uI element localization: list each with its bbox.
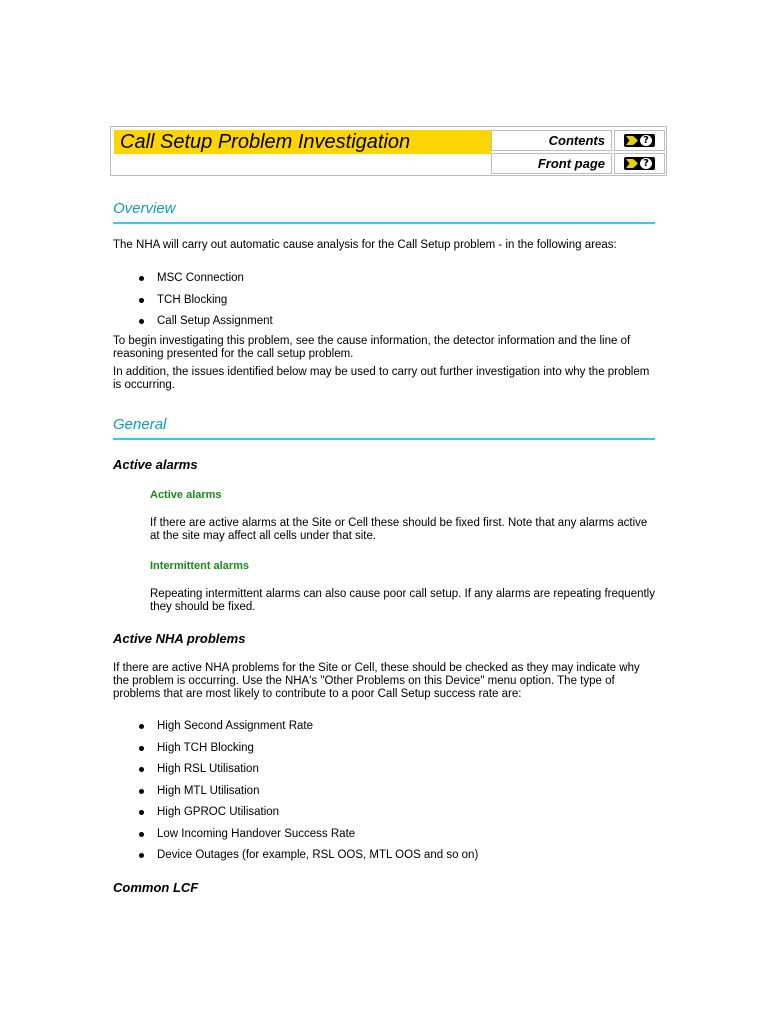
contents-nav-cell[interactable] xyxy=(614,130,665,151)
intermittent-alarms-text: Repeating intermittent alarms can also cause poor call setup. If any alarms are repeating frequently they should be fixed. xyxy=(150,588,655,613)
page-title: Call Setup Problem Investigation xyxy=(114,130,491,154)
front-page-nav-icon[interactable] xyxy=(624,157,655,170)
list-item: High MTL Utilisation xyxy=(137,785,478,807)
common-lcf-heading: Common LCF xyxy=(113,880,199,895)
overview-intro: The NHA will carry out automatic cause analysis for the Call Setup problem - in the following areas: xyxy=(113,239,617,251)
arrow-icon xyxy=(626,136,638,145)
general-heading: General xyxy=(113,416,655,440)
header-table xyxy=(110,126,667,176)
overview-heading: Overview xyxy=(113,200,655,224)
list-item: High TCH Blocking xyxy=(137,742,478,764)
nha-problems-text: If there are active NHA problems for the Site or Cell, these should be checked as they may indicate why the problem is occurring. Use the NHA's "Other Problems on this Device" menu option. The type of problems that are most likely to contribute to a poor Call Setup success rate are: xyxy=(113,662,640,700)
list-item: High GPROC Utilisation xyxy=(137,806,478,828)
list-item: High RSL Utilisation xyxy=(137,763,478,785)
list-item: TCH Blocking xyxy=(137,294,273,316)
list-item: Device Outages (for example, RSL OOS, MTL OOS and so on) xyxy=(137,849,478,871)
active-alarms-subheading: Active alarms xyxy=(150,489,222,501)
overview-begin-text: To begin investigating this problem, see the cause information, the detector information and the line of reasoning presented for the call setup problem. xyxy=(113,335,631,360)
intermittent-alarms-subheading: Intermittent alarms xyxy=(150,560,250,572)
list-item: High Second Assignment Rate xyxy=(137,720,478,742)
contents-nav-icon[interactable] xyxy=(624,134,655,147)
list-item: Call Setup Assignment xyxy=(137,315,273,337)
active-alarms-text: If there are active alarms at the Site or Cell these should be fixed first. Note that any alarms active at the site may affect all cells under that site. xyxy=(150,517,648,542)
active-alarms-heading: Active alarms xyxy=(113,457,198,472)
front-page-nav-cell[interactable] xyxy=(614,153,665,174)
arrow-icon xyxy=(626,159,638,168)
overview-addition-text: In addition, the issues identified below may be used to carry out further investigation into why the problem is occurring. xyxy=(113,366,650,391)
list-item: Low Incoming Handover Success Rate xyxy=(137,828,478,850)
front-page-link[interactable]: Front page xyxy=(491,153,612,174)
active-nha-problems-heading: Active NHA problems xyxy=(113,631,246,646)
nha-problem-list xyxy=(137,720,478,871)
overview-area-list xyxy=(137,272,273,337)
help-icon: ? xyxy=(640,135,652,146)
list-item: MSC Connection xyxy=(137,272,273,294)
contents-link[interactable]: Contents xyxy=(491,130,612,151)
help-icon: ? xyxy=(640,158,652,169)
